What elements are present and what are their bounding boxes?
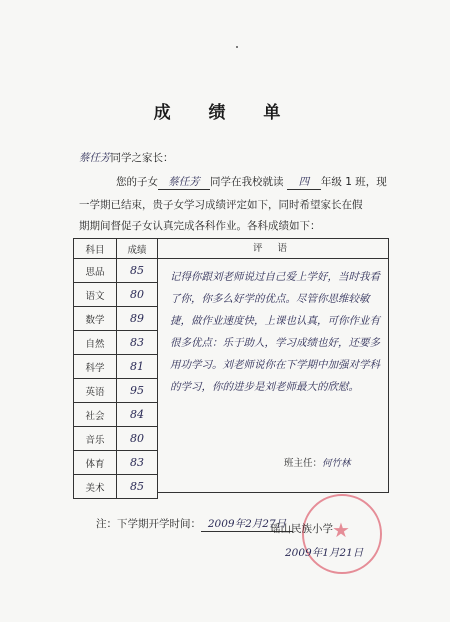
score-cell bbox=[117, 307, 158, 331]
score-header: 成绩 bbox=[117, 239, 158, 259]
table-row bbox=[74, 451, 158, 475]
table-row bbox=[74, 331, 158, 355]
teacher-label: 班主任： bbox=[284, 458, 323, 469]
intro-pre: 您的子女 bbox=[116, 176, 158, 188]
subject-cell: 语文 bbox=[74, 283, 117, 307]
page-title: 成 绩 单 bbox=[153, 103, 297, 123]
grades-header-row bbox=[74, 239, 158, 259]
table-row bbox=[74, 259, 158, 283]
comment-text: 记得你跟刘老师说过自己爱上学好，当时我看了你，你多么好学的优点。尽管你思维较敏捷，做作业速度快，上课也认真，可你作业有很多优点：乐于助人，学习成绩也好，还要多用功学习。刘老师说你在下学期中加强对学科的学习，你的进步是刘老师最大的欣慰。 bbox=[170, 271, 380, 393]
intro-line-1 bbox=[116, 174, 387, 190]
table-row bbox=[74, 403, 158, 427]
teacher-signature-line bbox=[284, 455, 351, 469]
intro-mid: 同学在我校就读 bbox=[210, 176, 284, 188]
subject-cell: 美术 bbox=[74, 475, 117, 499]
subject-cell: 思品 bbox=[74, 259, 117, 283]
score-cell bbox=[117, 259, 158, 283]
score-cell bbox=[117, 427, 158, 451]
note-label: 注：下学期开学时间： bbox=[96, 518, 201, 530]
table-row bbox=[74, 379, 158, 403]
intro-post: 班，现 bbox=[355, 176, 387, 188]
score-value: 85 bbox=[130, 264, 144, 277]
grade-suffix: 年级 bbox=[320, 176, 342, 188]
intro-line-3: 期期间督促子女认真完成各科作业。各科成绩如下： bbox=[79, 220, 321, 232]
grade-value: 四 bbox=[287, 174, 321, 190]
score-value: 89 bbox=[130, 312, 144, 325]
subject-header: 科目 bbox=[74, 239, 117, 259]
score-cell bbox=[117, 331, 158, 355]
next-term-date: 2009年2月27日 bbox=[201, 516, 293, 532]
score-value: 81 bbox=[130, 360, 144, 373]
intro-line-2: 一学期已结束，贵子女学习成绩评定如下，同时希望家长在假 bbox=[79, 199, 363, 211]
salutation-line bbox=[79, 150, 174, 165]
salutation-name: 蔡任芳 bbox=[79, 152, 111, 164]
table-row bbox=[74, 307, 158, 331]
table-row bbox=[74, 355, 158, 379]
subject-cell: 体育 bbox=[74, 451, 117, 475]
signing-date: 2009年1月21日 bbox=[285, 547, 364, 559]
class-number: 1 bbox=[345, 176, 352, 188]
score-value: 95 bbox=[130, 384, 144, 397]
score-value: 84 bbox=[130, 408, 144, 421]
subject-cell: 音乐 bbox=[74, 427, 117, 451]
child-name: 蔡任芳 bbox=[158, 174, 210, 190]
scan-dot bbox=[236, 46, 238, 48]
comment-box bbox=[158, 238, 389, 493]
school-name: 瑶山民族小学 bbox=[270, 523, 333, 535]
subject-cell: 科学 bbox=[74, 355, 117, 379]
table-row bbox=[74, 427, 158, 451]
score-cell bbox=[117, 451, 158, 475]
grades-table bbox=[73, 238, 158, 499]
table-row bbox=[74, 475, 158, 499]
score-cell bbox=[117, 283, 158, 307]
score-cell bbox=[117, 475, 158, 499]
score-value: 80 bbox=[130, 432, 144, 445]
comment-header: 评 语 bbox=[158, 239, 388, 259]
score-cell bbox=[117, 355, 158, 379]
subject-cell: 数学 bbox=[74, 307, 117, 331]
seal-star-icon: ★ bbox=[332, 518, 350, 542]
score-cell bbox=[117, 379, 158, 403]
teacher-signature: 何竹林 bbox=[322, 458, 351, 469]
subject-cell: 英语 bbox=[74, 379, 117, 403]
score-value: 85 bbox=[130, 480, 144, 493]
score-cell bbox=[117, 403, 158, 427]
table-row bbox=[74, 283, 158, 307]
next-term-note bbox=[96, 516, 293, 532]
score-value: 83 bbox=[130, 336, 144, 349]
score-value: 83 bbox=[130, 456, 144, 469]
salutation-text: 同学之家长： bbox=[110, 152, 174, 164]
score-value: 80 bbox=[130, 288, 144, 301]
subject-cell: 自然 bbox=[74, 331, 117, 355]
subject-cell: 社会 bbox=[74, 403, 117, 427]
